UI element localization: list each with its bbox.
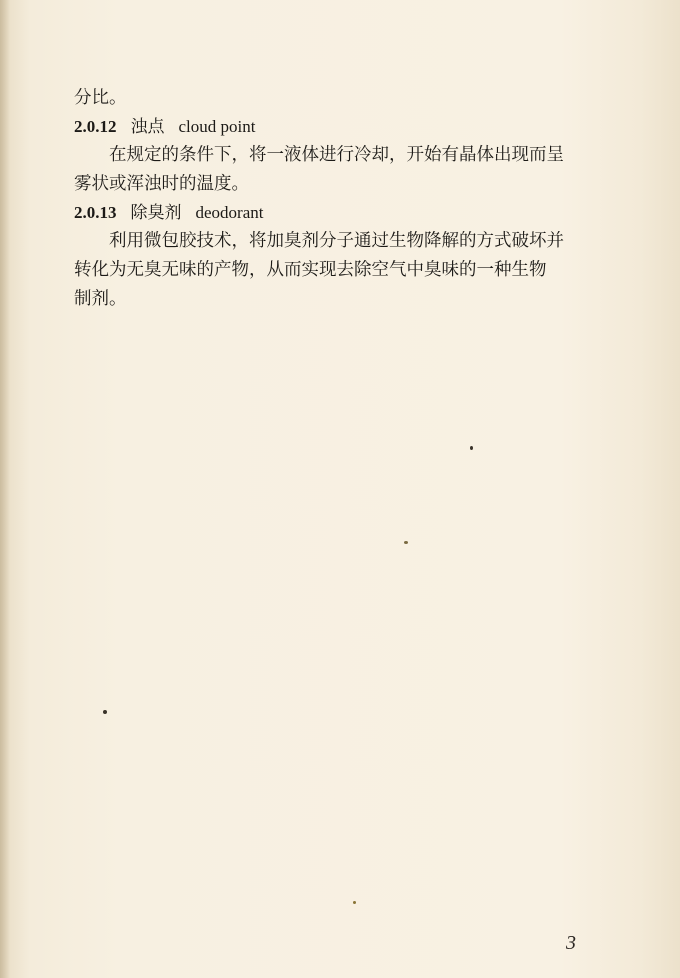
intro-line: 分比。 bbox=[74, 88, 127, 108]
definition-line: 在规定的条件下，将一液体进行冷却，开始有晶体出现而呈 bbox=[109, 145, 564, 165]
scan-speck bbox=[470, 446, 473, 450]
scan-speck bbox=[103, 710, 107, 714]
definition-line: 转化为无臭无味的产物，从而实现去除空气中臭味的一种生物 bbox=[74, 260, 547, 280]
document-body bbox=[74, 84, 614, 314]
definition-line: 制剂。 bbox=[74, 289, 127, 309]
scan-speck bbox=[353, 901, 356, 904]
term-number: 2.0.12 bbox=[74, 117, 117, 136]
term-english: deodorant bbox=[195, 203, 264, 222]
definition-line: 利用微包胶技术，将加臭剂分子通过生物降解的方式破坏并 bbox=[109, 231, 564, 251]
term-chinese: 浊点 bbox=[130, 117, 165, 137]
term-heading-deodorant bbox=[74, 199, 614, 227]
term-heading-cloud-point bbox=[74, 113, 614, 141]
term-number: 2.0.13 bbox=[74, 203, 117, 222]
page-number: 3 bbox=[566, 932, 576, 954]
scan-speck bbox=[404, 541, 408, 544]
definition-line: 雾状或浑浊时的温度。 bbox=[74, 174, 249, 194]
term-chinese: 除臭剂 bbox=[130, 203, 182, 223]
term-english: cloud point bbox=[178, 117, 256, 136]
page-edge-shadow bbox=[0, 0, 10, 978]
